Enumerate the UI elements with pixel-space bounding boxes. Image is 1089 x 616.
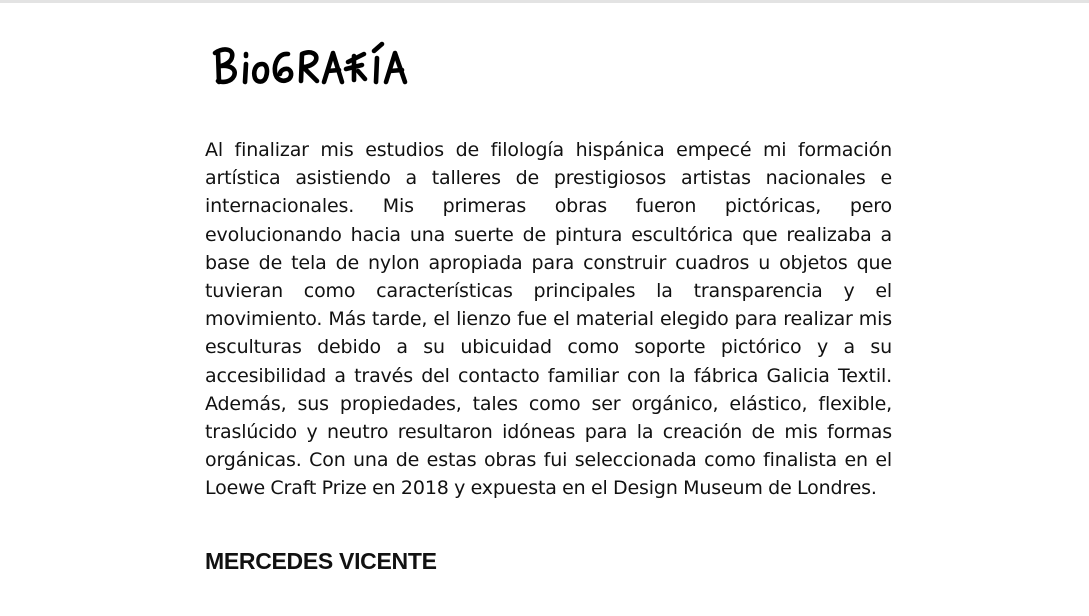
author-name: MERCEDES VICENTE <box>205 548 437 574</box>
biography-paragraph: Al finalizar mis estudios de filología hispánica empecé mi formación artística asistiendo a talleres de prestigiosos artistas nacionales e internacionales. Mis primeras obras fueron pictóricas, pero evolucionando hacia una suerte de pintura escultórica que realizaba a base de tela de nylon apropiada para construir cuadros u objetos que tuvieran como características principales la transparencia y el movimiento. Más tarde, el lienzo fue el material elegido para realizar mis esculturas debido a su ubicuidad como soporte pictórico y a su accesibilidad a través del contacto familiar con la fábrica Galicia Textil. Además, sus propiedades, tales como ser orgánico, elástico, flexible, traslúcido y neutro resultaron idóneas para la creación de mis formas orgánicas. Con una de estas obras fui seleccionada como finalista en el Loewe Craft Prize en 2018 y expuesta en el Design Museum de Londres. <box>205 139 892 500</box>
handwritten-title-drawing <box>212 36 442 96</box>
handwritten-title <box>212 36 442 96</box>
